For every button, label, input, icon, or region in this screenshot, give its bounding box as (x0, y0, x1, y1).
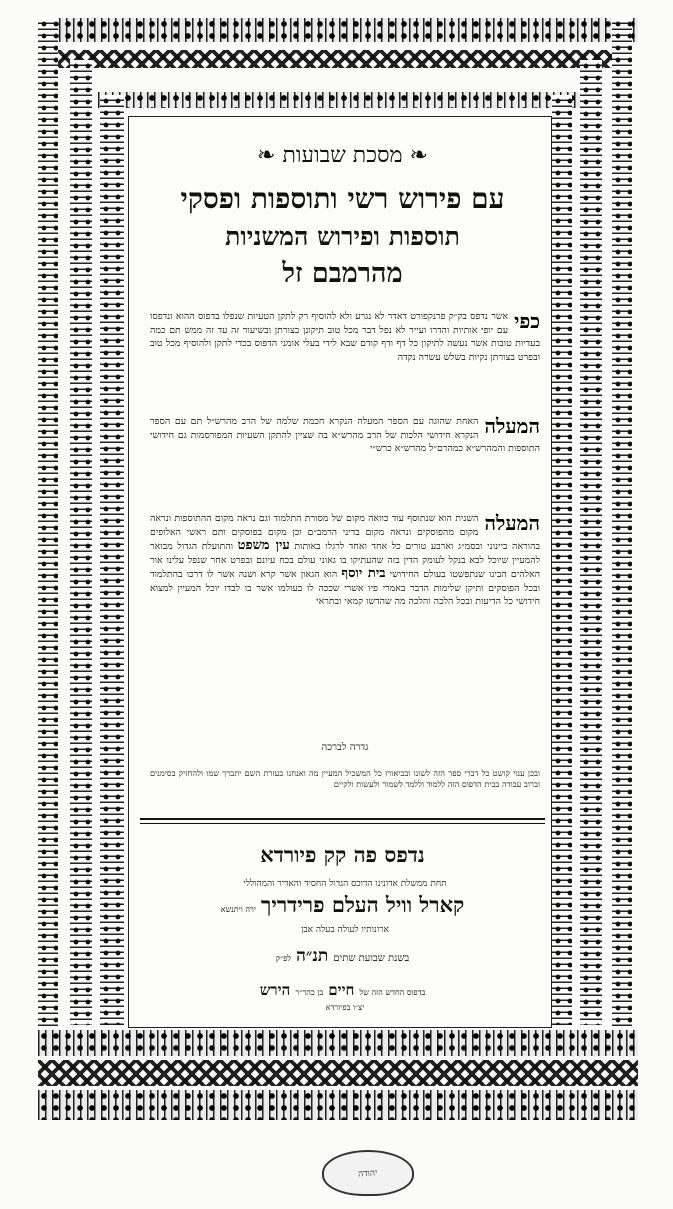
border-left-innermost (100, 95, 124, 1025)
border-bottom-2 (38, 1060, 638, 1086)
paragraph-text-continued: והתועלת הגדול מבואר להמעיין שיוכל לבא בנקל לעומק הדין בזה שהעתיקו בו גאוני עולם בכח עיונם ובפרט אחר שנפל עלינו אור האלהים הבינו שנתפשטו בעולם החידושי (150, 541, 541, 580)
imprint-printer-prefix: בדפוס החדש הזה של (359, 988, 426, 997)
closing-note: ובכן ענוי קושט כל דברי ספר הזה לשונו ובביאורו כל המשכיל המעיין מה ואנחנו בעזרת השם יתברך שמו ולהחזיק בסימנים וברוב עבודה בבית הדפוס הזה ללמוד וללמד לשמור ולעשות ולקיים (150, 768, 540, 789)
border-right-inner (580, 60, 602, 1025)
ornament-left-icon: ❧ (402, 143, 428, 168)
paragraph-emphasis: עין משפט (237, 538, 290, 553)
border-left-outer (38, 18, 58, 1028)
paragraph-lead: המעלה (484, 414, 540, 438)
imprint-printer-last: הירש (259, 981, 291, 999)
imprint-printer-line (140, 980, 545, 1000)
border-bottom-1 (38, 1030, 638, 1056)
paragraph-text: השנית הוא שנתוסף עוד כוואה מקום של מסורת התלמוד וגם נראה מקום ההתוספות ונראה מקום מהפוסקים ונראה מקום בדיני הרמב״ם וכן מקום בפוסקים ותם ראשי האלופים בהוראה ביינוני ובסמ״ג וארבע טורים כל אחד ואחד לרגלו באותות (150, 513, 540, 552)
imprint-printer: חיים (328, 981, 355, 999)
paragraph-intro (150, 310, 540, 410)
border-right-outer (612, 18, 632, 1028)
ornament-right-icon: ❧ (257, 143, 283, 168)
paragraph-lead: כפי (514, 309, 540, 333)
imprint-ruler-suffix: ירה ויתנשא (220, 905, 256, 914)
border-top-inner-2 (98, 92, 588, 108)
border-top-inner (58, 50, 623, 68)
imprint-under: תחת ממשלת אדונינו הדוכס הגדול החסיד והאדיר והמהוללי (243, 879, 447, 889)
divider-rule-2 (140, 823, 545, 824)
paragraph-text: האחת שהוגה עם הספר המעלה הנקרא חכמת שלמה של הרב מהרש״ל תם עם הספר הנקרא חידושי הלכות של הרב מהרש״א בה שציין להתקן השעיות המפורסמות גם חידושי התוספות והמהרש״א כמהרם״ל מהרש״א כרש״י (150, 416, 540, 454)
imprint-year: תנ״ה (296, 946, 329, 966)
imprint-honor: ארונותיו לעולה בעלה אבן (301, 925, 389, 935)
border-bottom-3 (38, 1090, 638, 1120)
imprint-ruler: קארל וויל העלם פרידריך (261, 892, 465, 917)
stamp-text: יהודה (358, 1167, 379, 1180)
imprint-printer-mid: בן כהר״ר (295, 988, 324, 997)
paragraph-text: אשר נדפס בק״ק פרנקפורט דאדר לא נגרע ולא להוסיף רק לתקן הטעיות שנפלו בדפוס ההוא ונדפסו עם יופי אותיות והדרו ועייר לא נפל דבר מכל טוב תיקונן בצורתן ובשיעור זה עד זה ממש תם כמה בעדיות טובות אשר נעשה לתיקון כל דף ודף קודם שבא לידי בעלי אומני הדפוס בכדי לתקן ולהוסיף מכל טוב ובפרט בצורתן נקיות בשלש עשרה נקדה (150, 311, 540, 363)
tail-line: גדרה לברכה (321, 742, 369, 753)
tractate-name: מסכת שבועות (282, 143, 403, 168)
imprint-printer-place: יצ״ו בפיורדא (325, 1003, 365, 1012)
library-stamp (322, 1150, 414, 1196)
imprint-ruler-line (140, 892, 545, 918)
title-line-4: מהרמבם זל (282, 258, 403, 289)
divider-rule (140, 818, 545, 820)
paragraph-emphasis-2: בית יוסף (341, 566, 386, 581)
title-line-3: תוספות ופירוש המשניות (225, 222, 460, 251)
imprint-year-suffix: לפ״ק (275, 954, 292, 963)
paragraph-second-merit (150, 512, 540, 737)
title-line-1 (140, 142, 545, 170)
imprint-place: נדפס פה קק פיורדא (260, 842, 425, 867)
title-line-2: עם פירוש רשי ותוספות ופסקי (180, 182, 505, 215)
border-left-inner (70, 60, 92, 1025)
paragraph-first-merit (150, 415, 540, 505)
border-top (38, 18, 638, 42)
imprint-year-line (140, 946, 545, 966)
paragraph-text-final: הוא הגאון אשר קרא ושנה אשר לו דרכו בהתלמוד ובכל הפוסקים ותיקן שלימות הדבר באמרי פיו אשרי שככה לו בעולמו אשר בו לבדו יוכל המעיין למצוא חידושי כל הדיעות ובכל הלכה והלכה מה שהדשו קמאי ובתראי (150, 569, 540, 607)
border-right-innermost (552, 95, 572, 1025)
paragraph-lead: המעלה (484, 511, 540, 535)
imprint-year-prefix: בשנת שבועת שתים (333, 953, 410, 964)
